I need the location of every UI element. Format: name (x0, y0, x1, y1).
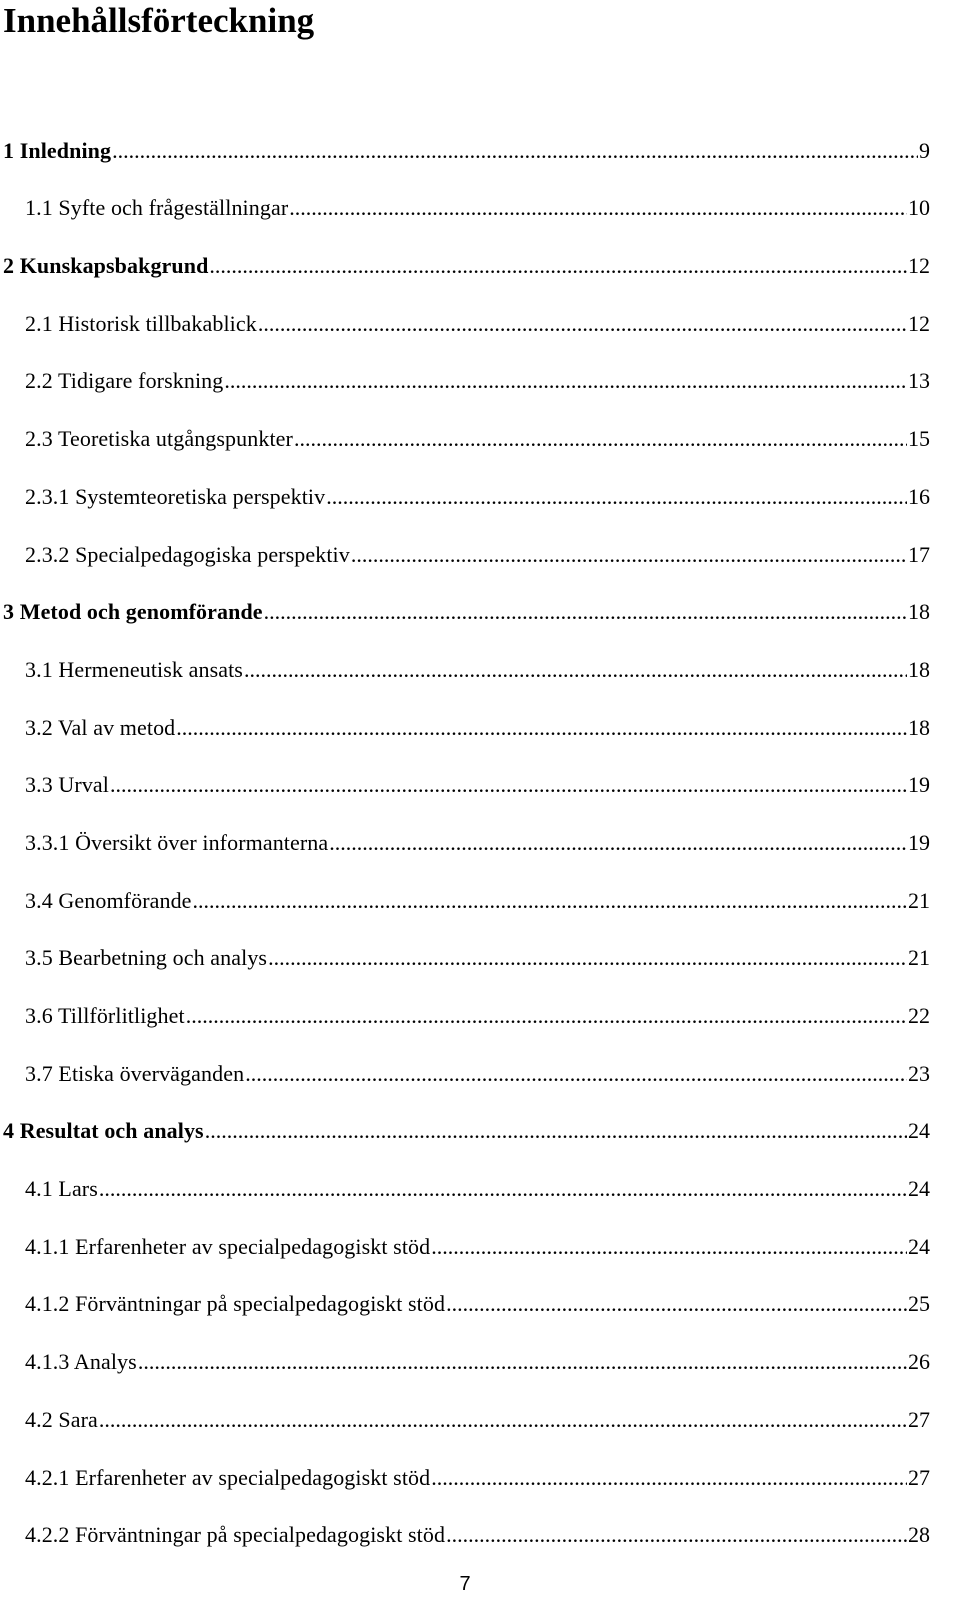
toc-leader-dots (245, 1061, 907, 1087)
toc-entry-label: 3.2 Val av metod (25, 714, 176, 740)
toc-entry-label: 4.2.2 Förväntningar på specialpedagogiskt stöd (25, 1522, 446, 1548)
toc-leader-dots (112, 138, 918, 164)
toc-entry[interactable] (0, 631, 960, 689)
toc-entry-page: 26 (908, 1349, 930, 1375)
toc-entry[interactable] (0, 574, 960, 632)
toc-entry[interactable] (0, 343, 960, 401)
toc-leader-dots (99, 1407, 907, 1433)
toc-entry[interactable] (0, 170, 960, 228)
toc-leader-dots (110, 772, 907, 798)
toc-entry[interactable] (0, 862, 960, 920)
toc-entry-page: 19 (908, 829, 930, 855)
toc-leader-dots (176, 715, 907, 741)
toc-leader-dots (431, 1234, 907, 1260)
toc-leader-dots (264, 599, 907, 625)
toc-entry[interactable] (0, 977, 960, 1035)
toc-entry-label: 4.1.2 Förväntningar på specialpedagogiskt stöd (25, 1291, 446, 1317)
toc-leader-dots (244, 657, 907, 683)
toc-leader-dots (268, 945, 907, 971)
toc-leader-dots (446, 1291, 907, 1317)
toc-entry-page: 22 (908, 1003, 930, 1028)
toc-entry-label: 1 Inledning (3, 137, 112, 163)
toc-entry-label: 1.1 Syfte och frågeställningar (25, 195, 289, 221)
toc-entry-page: 16 (908, 483, 930, 509)
toc-entry[interactable] (0, 400, 960, 458)
toc-entry-label: 3 Metod och genomförande (3, 599, 263, 625)
toc-entry-page: 24 (908, 1118, 930, 1144)
toc-entry[interactable] (0, 516, 960, 574)
toc-entry-label: 3.5 Bearbetning och analys (25, 945, 268, 971)
toc-entry[interactable] (0, 1150, 960, 1208)
toc-entry-label: 3.6 Tillförlitlighet (25, 1003, 185, 1028)
toc-entry-page: 12 (908, 310, 930, 336)
toc-entry-page: 18 (908, 714, 930, 740)
toc-entry[interactable] (0, 804, 960, 862)
toc-entry-page: 24 (908, 1176, 930, 1202)
page-title: Innehållsförteckning (3, 1, 315, 40)
toc-leader-dots (289, 195, 907, 221)
toc-leader-dots (326, 484, 907, 510)
toc-leader-dots (294, 426, 907, 452)
toc-leader-dots (431, 1465, 907, 1491)
toc-entry-label: 4.1.3 Analys (25, 1349, 137, 1375)
toc-entry-page: 21 (908, 945, 930, 971)
toc-leader-dots (138, 1349, 907, 1375)
toc-entry-page: 17 (908, 541, 930, 567)
toc-entry[interactable] (0, 1266, 960, 1324)
toc-entry-label: 4 Resultat och analys (3, 1118, 204, 1144)
toc-entry-label: 2.3.1 Systemteoretiska perspektiv (25, 483, 326, 509)
toc-entry-label: 4.1.1 Erfarenheter av specialpedagogiskt stöd (25, 1233, 431, 1259)
toc-entry-label: 3.1 Hermeneutisk ansats (25, 656, 243, 682)
toc-leader-dots (329, 830, 907, 856)
toc-entry[interactable] (0, 112, 960, 170)
toc-entry-label: 4.2 Sara (25, 1406, 98, 1432)
toc-entry-label: 3.3.1 Översikt över informanterna (25, 829, 329, 855)
toc-leader-dots (209, 253, 907, 279)
page-number: 7 (459, 1573, 471, 1595)
toc-entry-label: 2 Kunskapsbakgrund (3, 253, 209, 279)
toc-entry-page: 27 (908, 1406, 930, 1432)
toc-entry-label: 2.2 Tidigare forskning (25, 368, 224, 394)
toc-entry-page: 25 (908, 1291, 930, 1317)
toc-leader-dots (258, 311, 907, 337)
toc-entry-label: 3.7 Etiska överväganden (25, 1060, 245, 1086)
toc-entry-page: 12 (908, 253, 930, 279)
toc-entry-label: 3.3 Urval (25, 772, 109, 798)
toc-entry[interactable] (0, 1381, 960, 1439)
toc-entry[interactable] (0, 1208, 960, 1266)
toc-leader-dots (205, 1118, 907, 1144)
toc-entry[interactable] (0, 1093, 960, 1151)
toc-leader-dots (186, 1003, 907, 1029)
toc-entry-page: 28 (908, 1522, 930, 1548)
toc-entry-label: 2.1 Historisk tillbakablick (25, 310, 257, 336)
toc-entry-label: 3.4 Genomförande (25, 887, 192, 913)
table-of-contents (0, 112, 960, 1554)
toc-entry[interactable] (0, 458, 960, 516)
toc-entry-page: 13 (908, 368, 930, 394)
toc-entry-page: 9 (919, 137, 930, 163)
toc-entry[interactable] (0, 920, 960, 978)
toc-entry-page: 27 (908, 1464, 930, 1490)
toc-entry-page: 19 (908, 772, 930, 798)
toc-entry[interactable] (0, 1035, 960, 1093)
toc-entry-page: 10 (908, 195, 930, 221)
toc-leader-dots (446, 1522, 907, 1548)
toc-entry-label: 2.3 Teoretiska utgångspunkter (25, 426, 293, 452)
toc-entry[interactable] (0, 1323, 960, 1381)
toc-entry[interactable] (0, 689, 960, 747)
toc-leader-dots (193, 888, 907, 914)
toc-entry[interactable] (0, 227, 960, 285)
toc-leader-dots (351, 542, 907, 568)
toc-entry-label: 4.2.1 Erfarenheter av specialpedagogiskt stöd (25, 1464, 431, 1490)
toc-entry-page: 21 (908, 887, 930, 913)
toc-leader-dots (224, 368, 907, 394)
toc-leader-dots (99, 1176, 907, 1202)
toc-entry[interactable] (0, 1439, 960, 1497)
toc-entry-page: 18 (908, 599, 930, 625)
toc-entry[interactable] (0, 747, 960, 805)
toc-entry-page: 23 (908, 1060, 930, 1086)
toc-entry-page: 24 (908, 1233, 930, 1259)
toc-entry-page: 18 (908, 656, 930, 682)
toc-entry[interactable] (0, 285, 960, 343)
toc-entry-label: 4.1 Lars (25, 1176, 98, 1202)
toc-entry-page: 15 (908, 426, 930, 452)
toc-entry[interactable] (0, 1497, 960, 1555)
toc-entry-label: 2.3.2 Specialpedagogiska perspektiv (25, 541, 350, 567)
